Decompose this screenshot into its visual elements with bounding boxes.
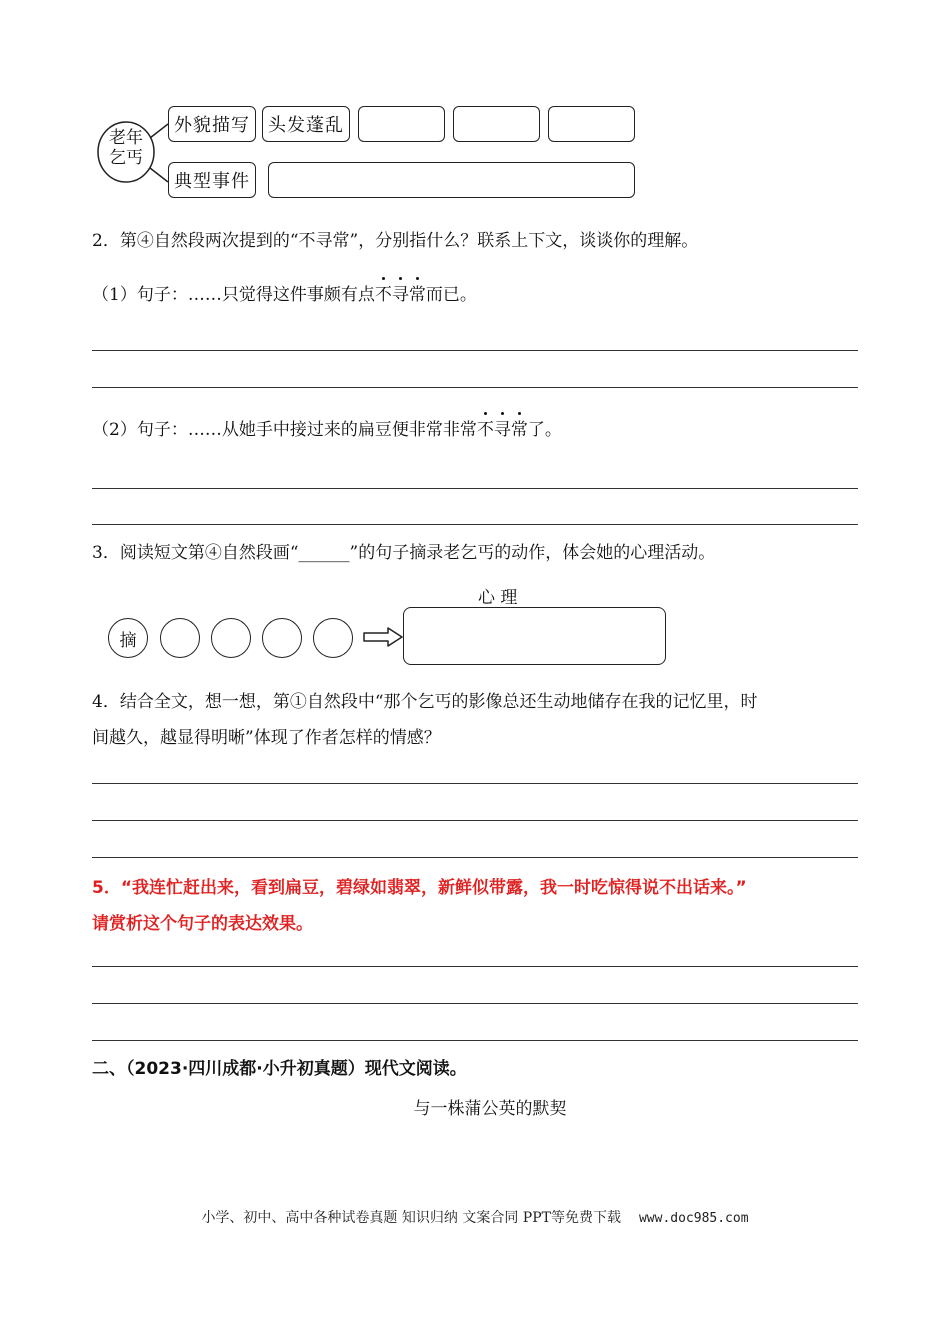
appearance-label: 外貌描写 <box>168 106 256 142</box>
answer-line[interactable] <box>92 488 858 489</box>
q5-line-1: 5．“我连忙赶出来，看到扁豆，碧绿如翡翠，新鲜似带露，我一时吃惊得说不出话来。” <box>92 878 747 898</box>
q4-line-2: 间越久，越显得明晰”体现了作者怎样的情感？ <box>92 728 441 748</box>
footer-url[interactable]: www.doc985.com <box>638 1211 749 1226</box>
answer-line[interactable] <box>92 820 858 821</box>
event-blank[interactable] <box>268 162 635 198</box>
q2-sentence-2: （2）句子：……从她手中接过来的扁豆便非常非常不寻常了。 <box>92 420 562 440</box>
q5-line-2: 请赏析这个句子的表达效果。 <box>92 914 313 934</box>
action-blank-2[interactable] <box>211 618 251 658</box>
section-heading: 二、（2023·四川成都·小升初真题）现代文阅读。 <box>92 1059 467 1079</box>
appearance-item-1: 头发蓬乱 <box>262 106 350 142</box>
q3-prompt: 3．阅读短文第④自然段画“______”的句子摘录老乞丐的动作，体会她的心理活动。 <box>92 543 716 563</box>
answer-line[interactable] <box>92 783 858 784</box>
answer-line[interactable] <box>92 966 858 967</box>
q2-prompt: 2．第④自然段两次提到的“不寻常”，分别指什么？联系上下文，谈谈你的理解。 <box>92 231 699 251</box>
appearance-blank-1[interactable] <box>358 106 445 142</box>
answer-line[interactable] <box>92 387 858 388</box>
emphasis-char: 常 <box>408 285 426 305</box>
emphasis-char: 寻 <box>493 420 511 440</box>
article-title: 与一株蒲公英的默契 <box>413 1099 567 1119</box>
answer-line[interactable] <box>92 524 858 525</box>
heart-label: 心 理 <box>478 588 518 608</box>
appearance-blank-2[interactable] <box>453 106 540 142</box>
emphasis-char: 寻 <box>391 285 409 305</box>
answer-line[interactable] <box>92 1040 858 1041</box>
q4-line-1: 4．结合全文，想一想，第①自然段中“那个乞丐的影像总还生动地储存在我的记忆里，时 <box>92 692 758 712</box>
answer-line[interactable] <box>92 857 858 858</box>
footer: 小学、初中、高中各种试卷真题 知识归纳 文案合同 PPT等免费下载 www.doc985.com <box>201 1210 749 1226</box>
arrow-icon <box>362 625 406 649</box>
emphasis-char: 不 <box>476 420 494 440</box>
action-blank-4[interactable] <box>313 618 353 658</box>
heart-answer-box[interactable] <box>403 607 666 665</box>
excerpt-circle: 摘 <box>108 618 148 658</box>
emphasis-char: 常 <box>510 420 528 440</box>
emphasis-char: 不 <box>374 285 392 305</box>
answer-line[interactable] <box>92 1003 858 1004</box>
action-blank-1[interactable] <box>160 618 200 658</box>
answer-line[interactable] <box>92 350 858 351</box>
action-blank-3[interactable] <box>262 618 302 658</box>
appearance-blank-3[interactable] <box>548 106 635 142</box>
event-label: 典型事件 <box>168 162 256 198</box>
center-label: 老年 乞丐 <box>109 128 143 168</box>
q2-sentence-1: （1）句子：……只觉得这件事颇有点不寻常而已。 <box>92 285 477 305</box>
